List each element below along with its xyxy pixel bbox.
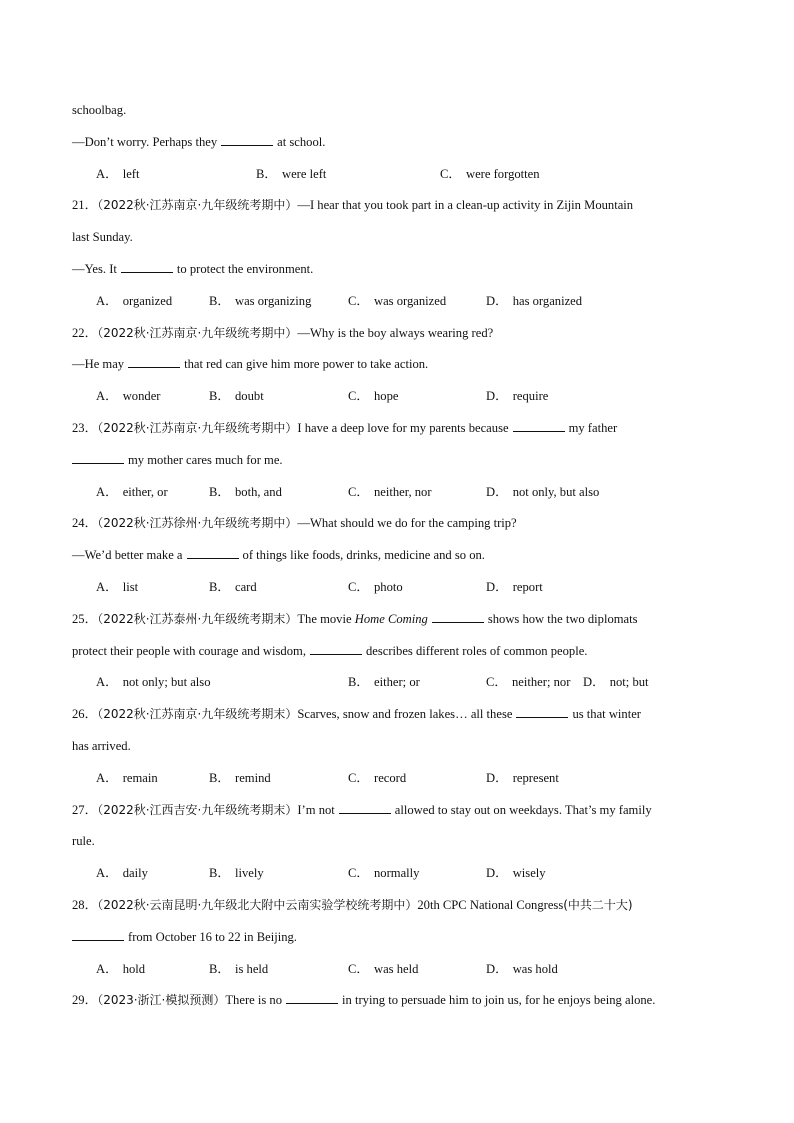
option-d[interactable]: D． represent — [486, 770, 559, 785]
question-text: There is no — [225, 993, 283, 1008]
option-c[interactable]: C． normally — [348, 866, 420, 881]
question-source: （2022秋·江苏南京·九年级统考期末） — [97, 707, 298, 722]
option-b[interactable]: B． card — [209, 579, 257, 594]
question-text: The movie — [297, 611, 355, 626]
question-text: Scarves, snow and frozen lakes… all these — [297, 707, 513, 722]
question-text: protect their people with courage and wisdom, — [72, 643, 306, 658]
question-27-stem — [72, 795, 732, 827]
option-b[interactable]: B． were left — [256, 166, 327, 181]
option-c[interactable]: C． photo — [348, 579, 403, 594]
question-23-answer-line — [72, 445, 732, 477]
question-24-stem — [72, 508, 732, 540]
question-text: my father — [568, 420, 618, 435]
question-number: 21． — [72, 198, 98, 213]
question-text: has arrived. — [72, 738, 131, 753]
question-text: —Yes. It — [72, 261, 117, 276]
question-text: —What should we do for the camping trip? — [297, 516, 517, 531]
question-27-options — [72, 858, 732, 890]
question-text: 20th CPC National Congress — [417, 897, 564, 912]
question-number: 28． — [72, 897, 98, 912]
question-26-stem — [72, 699, 732, 731]
question-text: of things like foods, drinks, medicine and so on. — [242, 548, 485, 563]
question-source: （2022秋·江苏南京·九年级统考期中） — [97, 420, 298, 435]
question-text: my mother cares much for me. — [128, 452, 283, 467]
question-22-stem — [72, 318, 732, 350]
question-25-answer-line — [72, 636, 732, 668]
question-21-stem-cont — [72, 222, 732, 254]
question-text: I have a deep love for my parents because — [297, 420, 509, 435]
question-21-answer-line — [72, 254, 732, 286]
option-b[interactable]: B． both, and — [209, 484, 282, 499]
option-d[interactable]: D． was hold — [486, 961, 558, 976]
question-number: 27． — [72, 802, 98, 817]
option-a[interactable]: A． list — [96, 579, 139, 594]
option-d[interactable]: D． report — [486, 579, 543, 594]
question-20-options — [72, 159, 732, 191]
question-28-answer-line — [72, 922, 732, 954]
answer-blank[interactable] — [187, 546, 239, 559]
question-number: 24． — [72, 516, 98, 531]
option-b[interactable]: B． remind — [209, 770, 271, 785]
option-b[interactable]: B． is held — [209, 961, 269, 976]
option-d[interactable]: D． not only, but also — [486, 484, 600, 499]
question-20-answer-line — [72, 127, 732, 159]
answer-blank[interactable] — [310, 642, 362, 655]
option-a[interactable]: A． either, or — [96, 484, 168, 499]
option-c[interactable]: C． record — [348, 770, 407, 785]
answer-blank[interactable] — [516, 705, 568, 718]
option-c[interactable]: C． was organized — [348, 293, 447, 308]
question-text: to protect the environment. — [176, 261, 314, 276]
option-c[interactable]: C． was held — [348, 961, 419, 976]
question-24-options — [72, 572, 732, 604]
option-c[interactable]: C． neither, nor — [348, 484, 432, 499]
option-a[interactable]: A． left — [96, 166, 140, 181]
question-29-stem — [72, 985, 732, 1017]
question-24-answer-line — [72, 540, 732, 572]
question-source: （2022秋·江苏南京·九年级统考期中） — [97, 325, 298, 340]
answer-blank[interactable] — [72, 451, 124, 464]
question-22-answer-line — [72, 349, 732, 381]
question-21-stem — [72, 190, 732, 222]
question-number: 26． — [72, 707, 98, 722]
question-23-options — [72, 477, 732, 509]
option-b[interactable]: B． either; or — [348, 675, 420, 690]
question-28-options — [72, 954, 732, 986]
question-number: 22． — [72, 325, 98, 340]
question-source: （2022秋·江苏徐州·九年级统考期中） — [97, 516, 298, 531]
answer-blank[interactable] — [286, 991, 338, 1004]
option-a[interactable]: A． not only; but also — [96, 675, 211, 690]
question-source: （2022秋·江苏南京·九年级统考期中） — [97, 198, 298, 213]
question-text: us that winter — [572, 707, 641, 722]
question-text-chinese: (中共二十大) — [563, 897, 633, 912]
question-text: —Don’t worry. Perhaps they — [72, 134, 218, 149]
option-b[interactable]: B． was organizing — [209, 293, 312, 308]
option-a[interactable]: A． wonder — [96, 389, 161, 404]
question-source: （2023·浙江·模拟预测） — [97, 993, 226, 1008]
answer-blank[interactable] — [128, 355, 180, 368]
question-text: in trying to persuade him to join us, for he enjoys being alone. — [342, 993, 656, 1008]
option-b[interactable]: B． lively — [209, 866, 264, 881]
question-26-options — [72, 763, 732, 795]
option-a[interactable]: A． remain — [96, 770, 158, 785]
movie-title: Home Coming — [354, 611, 428, 626]
question-number: 25． — [72, 611, 98, 626]
question-text: —I hear that you took part in a clean-up activity in Zijin Mountain — [297, 198, 634, 213]
answer-blank[interactable] — [513, 419, 565, 432]
question-25-options — [72, 667, 732, 699]
option-c[interactable]: C． neither; nor — [486, 675, 571, 690]
exam-page — [72, 95, 732, 1017]
question-26-stem-cont — [72, 731, 732, 763]
answer-blank[interactable] — [121, 260, 173, 273]
question-text: rule. — [72, 834, 95, 849]
question-text: shows how the two diplomats — [487, 611, 638, 626]
question-text: last Sunday. — [72, 230, 133, 245]
question-27-stem-cont — [72, 826, 732, 858]
question-text: from October 16 to 22 in Beijing. — [128, 929, 297, 944]
option-d[interactable]: D． has organized — [486, 293, 583, 308]
question-text: —He may — [72, 357, 125, 372]
option-c[interactable]: C． hope — [348, 389, 399, 404]
question-text: at school. — [277, 134, 326, 149]
question-text: describes different roles of common people. — [365, 643, 588, 658]
option-d[interactable]: D． wisely — [486, 866, 546, 881]
question-number: 23． — [72, 420, 98, 435]
question-22-options — [72, 381, 732, 413]
question-23-stem — [72, 413, 732, 445]
option-a[interactable]: A． organized — [96, 293, 173, 308]
question-text: that red can give him more power to take action. — [184, 357, 429, 372]
answer-blank[interactable] — [339, 801, 391, 814]
question-text: —Why is the boy always wearing red? — [297, 325, 494, 340]
question-text: allowed to stay out on weekdays. That’s my family — [394, 802, 652, 817]
question-number: 29． — [72, 993, 98, 1008]
option-d[interactable]: D． not; but — [583, 675, 649, 690]
question-21-options — [72, 286, 732, 318]
question-text: schoolbag. — [72, 103, 127, 117]
question-text: —We’d better make a — [72, 548, 183, 563]
option-b[interactable]: B． doubt — [209, 389, 264, 404]
question-20-continuation — [72, 95, 732, 127]
option-c[interactable]: C． were forgotten — [440, 166, 540, 181]
question-source: （2022秋·江西吉安·九年级统考期末） — [97, 802, 298, 817]
answer-blank[interactable] — [221, 133, 273, 146]
answer-blank[interactable] — [432, 610, 484, 623]
question-28-stem — [72, 890, 732, 922]
option-a[interactable]: A． daily — [96, 866, 148, 881]
option-a[interactable]: A． hold — [96, 961, 146, 976]
question-source: （2022秋·云南昆明·九年级北大附中云南实验学校统考期中） — [97, 897, 418, 912]
question-source: （2022秋·江苏泰州·九年级统考期末） — [97, 611, 298, 626]
answer-blank[interactable] — [72, 928, 124, 941]
question-text: I’m not — [297, 802, 335, 817]
option-d[interactable]: D． require — [486, 389, 549, 404]
question-25-stem — [72, 604, 732, 636]
